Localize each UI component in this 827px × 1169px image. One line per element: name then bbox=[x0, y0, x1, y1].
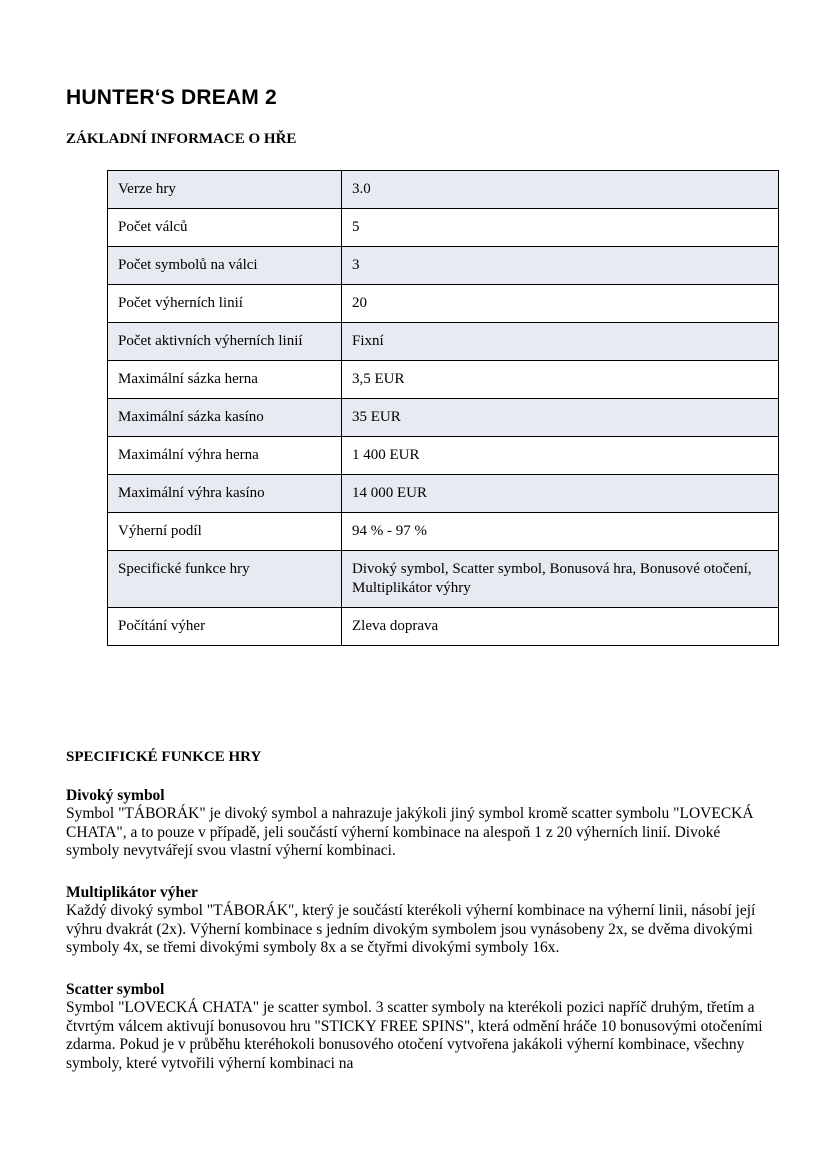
features-section bbox=[66, 748, 774, 1096]
table-row bbox=[108, 361, 779, 399]
row-value-cell: Fixní bbox=[342, 323, 779, 361]
row-value-cell: 1 400 EUR bbox=[342, 437, 779, 475]
row-value-cell: 5 bbox=[342, 209, 779, 247]
feature-heading: Divoký symbol bbox=[66, 786, 165, 804]
feature-body: Symbol "LOVECKÁ CHATA" je scatter symbol. 3 scatter symboly na kterékoli pozici napříč druhým, třetím a čtvrtým válcem aktivují bonusovou hru "STICKY FREE SPINS", která odmění hráče 10 bonusovými otočeními zdarma. Pokud je v průběhu kteréhokoli bonusového otočení vytvořena jakákoli výherní kombinace, všechny symboly, které vytvořili výherní kombinaci na bbox=[66, 999, 763, 1072]
table-row bbox=[108, 513, 779, 551]
table-row bbox=[108, 247, 779, 285]
row-label-cell: Počítání výher bbox=[108, 608, 342, 646]
row-label-cell: Specifické funkce hry bbox=[108, 551, 342, 608]
table-row bbox=[108, 399, 779, 437]
feature-body: Symbol "TÁBORÁK" je divoký symbol a nahrazuje jakýkoli jiný symbol kromě scatter symbolu "LOVECKÁ CHATA", a to pouze v případě, jeli součástí výherní kombinace na alespoň 1 z 20 výherních linií. Divoké symboly nevytvářejí svou vlastní výherní kombinaci. bbox=[66, 805, 754, 859]
feature-heading: Scatter symbol bbox=[66, 980, 165, 998]
table-row bbox=[108, 475, 779, 513]
row-value-cell: 3,5 EUR bbox=[342, 361, 779, 399]
row-label-cell: Počet aktivních výherních linií bbox=[108, 323, 342, 361]
row-label-cell: Verze hry bbox=[108, 171, 342, 209]
row-value-cell: 3 bbox=[342, 247, 779, 285]
feature-blocks-container bbox=[66, 787, 774, 1074]
feature-section bbox=[66, 787, 774, 861]
row-label-cell: Počet výherních linií bbox=[108, 285, 342, 323]
row-value-cell: 35 EUR bbox=[342, 399, 779, 437]
game-info-table-body bbox=[108, 171, 779, 646]
feature-section bbox=[66, 884, 774, 958]
table-row bbox=[108, 285, 779, 323]
row-label-cell: Maximální výhra herna bbox=[108, 437, 342, 475]
basic-info-heading: ZÁKLADNÍ INFORMACE O HŘE bbox=[66, 131, 297, 147]
table-row bbox=[108, 171, 779, 209]
feature-heading: Multiplikátor výher bbox=[66, 883, 198, 901]
features-heading: SPECIFICKÉ FUNKCE HRY bbox=[66, 749, 262, 765]
game-info-table bbox=[107, 170, 779, 646]
row-label-cell: Maximální výhra kasíno bbox=[108, 475, 342, 513]
table-row bbox=[108, 323, 779, 361]
row-value-cell: Divoký symbol, Scatter symbol, Bonusová hra, Bonusové otočení, Multiplikátor výhry bbox=[342, 551, 779, 608]
row-value-cell: 14 000 EUR bbox=[342, 475, 779, 513]
row-label-cell: Maximální sázka herna bbox=[108, 361, 342, 399]
table-row bbox=[108, 437, 779, 475]
table-row bbox=[108, 551, 779, 608]
feature-section bbox=[66, 981, 774, 1074]
row-value-cell: 94 % - 97 % bbox=[342, 513, 779, 551]
row-label-cell: Maximální sázka kasíno bbox=[108, 399, 342, 437]
page-title: HUNTER‘S DREAM 2 bbox=[66, 86, 277, 109]
row-value-cell: 3.0 bbox=[342, 171, 779, 209]
feature-body: Každý divoký symbol "TÁBORÁK", který je součástí kterékoli výherní kombinace na výherní linii, násobí její výhru dvakrát (2x). Výherní kombinace s jedním divokým symbolem jsou vynásobeny 2x, se dvěma divokými symboly 4x, se třemi divokými symboly 8x a se čtyřmi divokými symboly 16x. bbox=[66, 902, 756, 956]
table-row bbox=[108, 608, 779, 646]
row-value-cell: 20 bbox=[342, 285, 779, 323]
row-label-cell: Počet symbolů na válci bbox=[108, 247, 342, 285]
row-label-cell: Počet válců bbox=[108, 209, 342, 247]
table-row bbox=[108, 209, 779, 247]
row-value-cell: Zleva doprava bbox=[342, 608, 779, 646]
row-label-cell: Výherní podíl bbox=[108, 513, 342, 551]
